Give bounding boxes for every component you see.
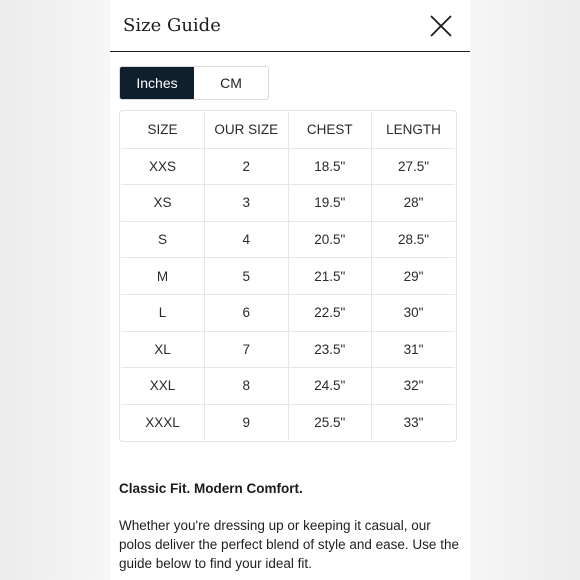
dialog-title: Size Guide [123, 15, 221, 36]
cell-length: 31" [372, 331, 456, 368]
background-right [470, 0, 580, 580]
close-button[interactable] [428, 13, 454, 39]
table-row [121, 404, 455, 440]
table-row [121, 185, 455, 222]
cell-length: 27.5" [372, 148, 456, 185]
table-row [121, 294, 455, 331]
cell-length: 33" [372, 404, 456, 440]
cell-size: XXL [121, 368, 205, 405]
fit-heading: Classic Fit. Modern Comfort. [119, 481, 303, 496]
cell-length: 29" [372, 258, 456, 295]
cell-length: 28.5" [372, 221, 456, 258]
header-chest: CHEST [288, 112, 372, 148]
cell-our-size: 4 [205, 221, 289, 258]
cell-size: XS [121, 185, 205, 222]
table-row [121, 148, 455, 185]
size-table [121, 112, 455, 440]
cell-chest: 19.5" [288, 185, 372, 222]
size-guide-panel [110, 0, 470, 580]
cell-chest: 23.5" [288, 331, 372, 368]
cell-size: XXS [121, 148, 205, 185]
table-row [121, 221, 455, 258]
cell-chest: 20.5" [288, 221, 372, 258]
cell-our-size: 3 [205, 185, 289, 222]
cell-our-size: 2 [205, 148, 289, 185]
cell-chest: 21.5" [288, 258, 372, 295]
table-row [121, 258, 455, 295]
unit-cm-button[interactable]: CM [194, 67, 268, 99]
header-size: SIZE [121, 112, 205, 148]
dialog-header [110, 0, 470, 52]
close-x-icon [428, 13, 454, 39]
fit-description: Whether you're dressing up or keeping it casual, our polos deliver the perfect blend of style and ease. Use the guide below to find your ideal fit. [119, 518, 459, 571]
cell-size: S [121, 221, 205, 258]
unit-inches-button[interactable]: Inches [120, 67, 194, 99]
cell-size: M [121, 258, 205, 295]
unit-toggle [119, 66, 269, 100]
cell-chest: 18.5" [288, 148, 372, 185]
cell-length: 30" [372, 294, 456, 331]
cell-length: 28" [372, 185, 456, 222]
cell-our-size: 8 [205, 368, 289, 405]
size-table-container [119, 110, 457, 442]
cell-our-size: 7 [205, 331, 289, 368]
cell-size: L [121, 294, 205, 331]
table-row [121, 331, 455, 368]
table-row [121, 368, 455, 405]
cell-size: XXXL [121, 404, 205, 440]
cell-chest: 24.5" [288, 368, 372, 405]
cell-our-size: 9 [205, 404, 289, 440]
header-our-size: OUR SIZE [205, 112, 289, 148]
cell-our-size: 6 [205, 294, 289, 331]
cell-size: XL [121, 331, 205, 368]
cell-length: 32" [372, 368, 456, 405]
cell-chest: 22.5" [288, 294, 372, 331]
table-header-row [121, 112, 455, 148]
cell-our-size: 5 [205, 258, 289, 295]
header-length: LENGTH [372, 112, 456, 148]
cell-chest: 25.5" [288, 404, 372, 440]
background-left [0, 0, 110, 580]
